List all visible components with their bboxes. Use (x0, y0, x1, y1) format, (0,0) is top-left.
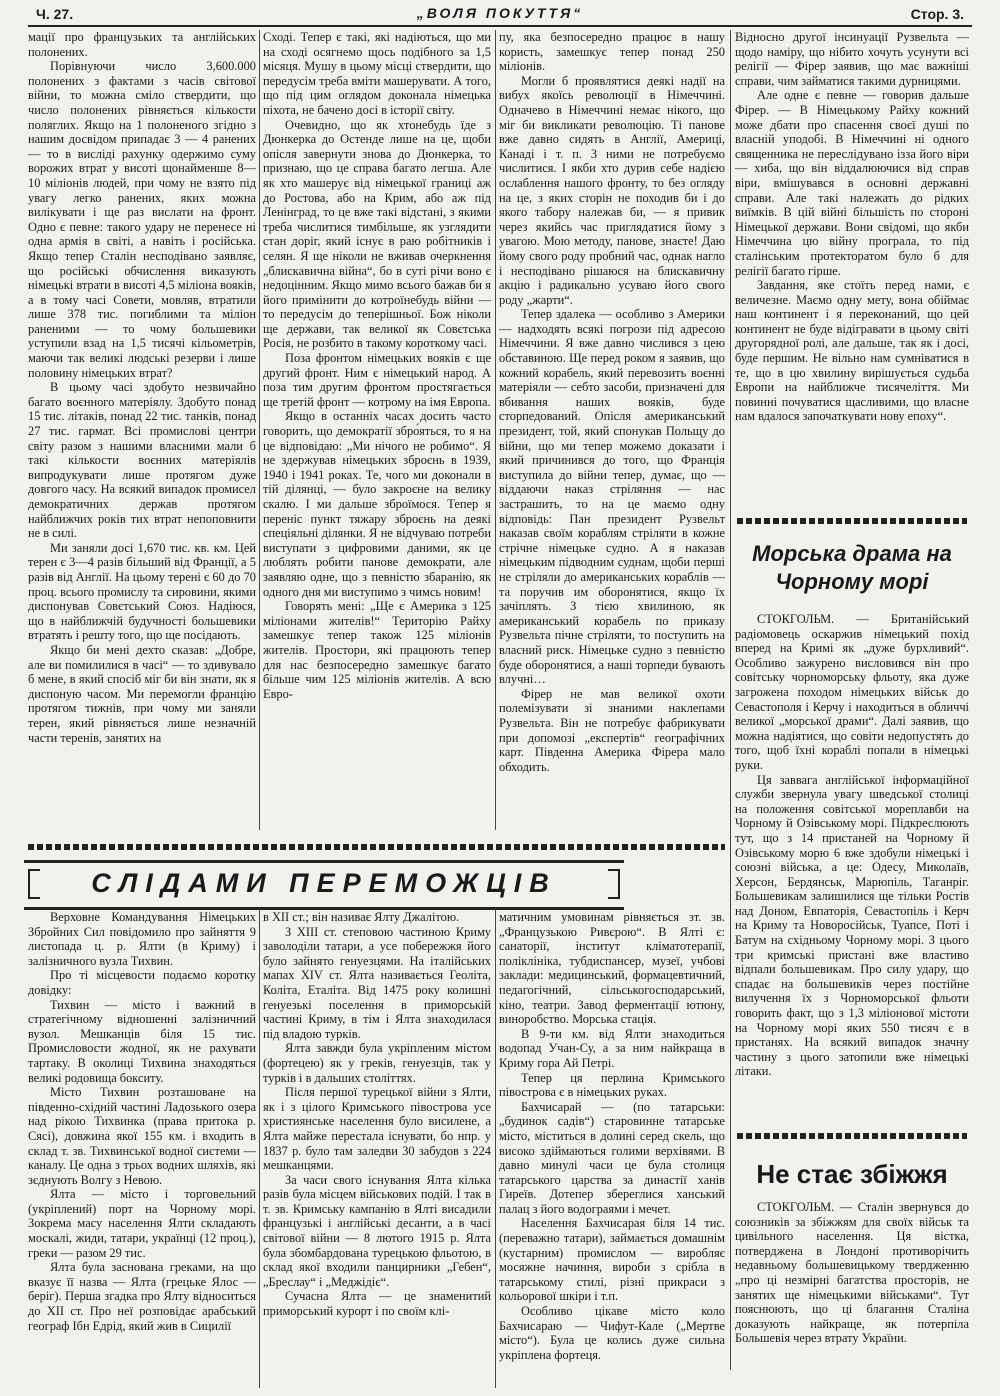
paragraph: Бахчисарай — (по татарськи: „будинок садів“) старовинне татарське місто, міститься в долині серед скель, що високо здіймаються голими верхівями. В давно минулі часи це була столиця татарського царства за династії ханів Гиреїв. Дотепер збереглися ханський палац з його водограями і мечет. (499, 1099, 725, 1216)
paragraph: Фірер не мав великої охоти полемізувати зі знаними наклепами Рузвельта. Він не потребує фабрикувати при допомозі „експертів“ географічних карт. Південна Америка Фірера мало обходить. (499, 686, 725, 774)
paragraph: Тепер ця перлина Кримського півострова є в німецьких руках. (499, 1070, 725, 1100)
speech-column-4 (735, 30, 969, 508)
speech-column-3 (499, 30, 725, 830)
paragraph: В 9-ти км. від Ялти знаходиться водопад Учан-Су, а за ним найкраща в Криму гора Ай Петрі. (499, 1026, 725, 1070)
section-separator (737, 518, 967, 524)
paragraph: Тепер здалека — особливо з Америки — надходять всякі погрози під адресою Німеччини. Я вже давно числився з цею обставиною. Ще перед роком я заявив, що кожний корабель, який перевозить воєнні матеріяли — себто засоби, призначені для вбивання наших вояків, буде сторпедований. Опісля американський президент, той, який спонукав Польщу до війни, що ми тепер можемо доказати і який причинився до того, що Франція виступила до війни тепер, думає, що — віддаючи наказ стріляння — нас застрашить, то на це маємо одну відповідь: Пан президент Рузвельт наказав своїм кораблям стріляти в кожне стрічне німецьке судно. А я наказав німецьким підводним суднам, щоби перші не стріляли до американських кораблів — та поручив им оборонятися, якщо їх зачіплять. З тією хвилиною, як американський корабель по приказу Рузвельта пічне стріляти, то поступить на власний риск. Німецьке судно з певністю буде оборонятися, а наші торпеди бувають влучні… (499, 307, 725, 687)
paragraph: Якщо в останніх часах досить часто говорить, що демократії збро́яться, то я на це відповідаю: „Ми нічого не робимо“. Я не здержував німецьких зброєнь в 1939, 1940 і 1941 роках. Те, чого ми доконали в тій ділянці, — було закроєне на велику скалю. І ми дальше зброїмося. Тепер я переніс пункт тяжару зброєнь на деякі спеціяльні ділянки. Я не відчуваю потреби виступати з цифровими даними, як це люблять робити панове демократи, але заявляю одне, що з певністю збаранію, як одного дня ми виступимо з чимсь новим! (263, 409, 491, 599)
paragraph: Але одне є певне — говорив дальше Фірер. — В Німецькому Райху кожний може дбати про спасення своєї душі по власній уподобі. В Німеччині ні одного священника не переслідувано ізза його віри — хиба, що він віддалюючися від справ віри, вмішувався в основні державні справи. Але такі належать до рідких виїмків. В цій війні більшість по стороні Німецької держави. Вони свідомі, що якби Німеччина цю війну програла, то під сталінським протекторатом було б для релігії багато гірше. (735, 88, 969, 278)
paragraph: Особливо цікаве місто коло Бахчисараю — Чифут-Кале („Мертве місто“). Була це колись дуже сильна укріплена фортеця. (499, 1304, 725, 1362)
grain-heading: Не стає збіжжя (756, 1159, 948, 1189)
section-separator (28, 844, 725, 850)
paragraph: В цьому часі здобуто незвичайно багато воєнного матеріялу. Здобуто понад 15 тис. літаків, понад 22 тис. танків, понад 27 тис. гармат. Всі промислові центри світу разом з нашими власними мали б такі кількости воєнних матеріялів випродукувати лише протягом дуже довгого часу. На всякий випадок промисел демократичних держав протягом найближчих років тих втрат непоповнити не в силі. (28, 380, 256, 541)
victors-heading: СЛІДАМИ ПЕРЕМОЖЦІВ (91, 868, 557, 898)
paragraph: пу, яка безпосередно працює в нашу користь, замешкує тепер понад 250 міліонів. (499, 30, 725, 74)
paragraph: Ми заняли досі 1,670 тис. кв. км. Цей терен є 3—4 разів більший від Франції, а 5 разів від Англії. На цьому терені є 60 до 70 проц. всього промислу та сировини, якими диспонував Совєтський Союз. Надіюся, що в найближчій будучності большевики втратять і решту того, що ще посідають. (28, 540, 256, 643)
paragraph: мації про французьких та англійських полонених. (28, 30, 256, 59)
paragraph: СТОКГОЛЬМ. — Британійський радіомовець оскаржив німецький похід вперед на Кримі як „дуже бурхливий“. Особливо зажурено висловився він про совітську чорноморську фльоту, яка дуже загрожена походом німецьких військ до Севастополя і Керчу і находиться в обличчі великої „морської драми“. Далі заявив, що можна надіятися, що совіти недопустять до того, щоб їхні кораблі попали в німецькі руки. (735, 612, 969, 772)
paragraph: З XIII ст. степовою частиною Криму заволоділи татари, а усе побережжя його було зайнято генуезцями. На італійських мапах XIV ст. Ялта називається Геоліта, Коліта, Еталіта. Від 1475 року колишні генуезькі поселення в приморській частині Криму, в тім і Ялта знаходилася під владою турків. (263, 924, 491, 1041)
paragraph: Порівнуючи число 3,600.000 полонених з фактами з часів світової війни, то можна сміло ствердити, що число полонених рівняється кількости поляглих. Якщо на 1 полоненого згідно з нашим досвідом припадає 3 — 4 ранених — то в висліді рахунку одержимо суму ворожих втрат у висоті щонайменше 8—10 міліонів людей, при чому не взято під увагу легко ранених, яких можна вилікувати і ще раз вислати на фронт. Одно є певне: такого удару не перенесе ні одна армія в світі, а навіть і російська. Якщо тепер Сталін несподівано заявляє, що російські обчислення виказують німецькі втрати в висоті 4,5 міліона вояків, а в тому часі Совети, мовляв, втратили лише 378 тис. погиблими та міліон раненими — то чому большевики уступили взад на 1,5 тисячі кільометрів, маючи так великі людські резерви і лише половину німецьких втрат? (28, 59, 256, 380)
column-divider (730, 30, 731, 1370)
paragraph: Про ті місцевости подаємо коротку довідку: (28, 968, 256, 997)
paragraph: Населення Бахчисарая біля 14 тис. (переважно татари), займається домашнім (кустарним) промислом — виробляє мосяжне начиння, вироби з срібла в татарському стилі, різні прикраси з кольорової шкіри і т.п. (499, 1216, 725, 1304)
column-divider (495, 30, 496, 830)
victors-column-3 (499, 910, 725, 1388)
paragraph: СТОКГОЛЬМ. — Сталін звернувся до союзників за збіжжям для своїх військ та цивільного населення. Ця вістка, потверджена в Лондоні противорічить недавньому большевицькому твердженню „про ці незмірні багатства просторів, не занятих ще німецькими військами“. Тут пояснюють, що ці благання Сталіна доказують найкраще, як потерпіла Большевія через втрату України. (735, 1200, 969, 1346)
paragraph: Місто Тихвин розташоване на південно-східній частині Ладозького озера над рікою Тихвинка (права притока р. Сясі), довжина якої 155 км. і входить в склад т. зв. Тихвинської водної системи — каналу. Це одна з трьох водних шляхів, які зєднують Волгу з Невою. (28, 1085, 256, 1187)
column-divider (259, 908, 260, 1388)
grain-article (735, 1200, 969, 1390)
victors-column-2 (263, 910, 491, 1388)
page-number: Стор. 3. (910, 6, 964, 22)
paragraph: Сході. Тепер є такі, які надіються, що ми на сході осягнемо щось подібного за 1,5 місяця. Мушу в цьому місці ствердити, що передусім треба вміти машерувати. А того, що під цим оглядом доконала німецька піхота, не бачено досі в історії світу. (263, 30, 491, 117)
paragraph: Відносно другої інсинуації Рузвельта — щодо наміру, що нібито хочуть усунути всі релігії — Фірер заявив, що має важніші справи, чим займатися такими дурницями. (735, 30, 969, 88)
speech-column-1 (28, 30, 256, 830)
paragraph: Верховне Командування Німецьких Збройних Сил повідомило про зайняття 9 листопада ц. р. Ялти (в Криму) і залізничного вузла Тихвин. (28, 910, 256, 968)
paragraph: Говорять мені: „Ще є Америка з 125 міліонами жителів!“ Територію Райху замешкує тепер також 125 міліонів жителів. Простори, які працюють тепер для нас безпосередно замешкує багато більше чим 125 міліонів жителів. А всю Евро- (263, 599, 491, 701)
speech-column-2 (263, 30, 491, 830)
victors-column-1 (28, 910, 256, 1388)
paragraph: Ялта завжди була укріпленим містом (фортецею) як у греків, генуезців, так у турків і в дальших століттях. (263, 1041, 491, 1085)
issue-number: Ч. 27. (36, 6, 74, 22)
paragraph: За часи свого існування Ялта кілька разів була місцем військових подій. І так в т. зв. Кримську кампанію в Ялті висадили французькі і англійські десанти, а в часі світової війни — 8 лютого 1915 р. Ялта була збомбардована турецькою фльотою, в склад якої входили панцирники „Гебен“, „Бреслау“ і „Меджідіє“. (263, 1172, 491, 1289)
column-divider (495, 908, 496, 1388)
paragraph: Ця заввага англійської інформаційної служби звернула увагу шведської столиці на положення совітської мореплавби на Чорному й Озівському морі. Підкреслюють тут, що з 14 пристаней на Чорному й Озівському морю 6 вже здобули німецькі і союзні війська, а це: Одесу, Миколаїв, Херсон, Бердянськ, Марюпіль, Таганріг. Большевикам залишилися ще тільки Ростів над Доном, Евпаторія, Севастопіль і Керч на Криму та Новоросійськ, Туапсе, Поті і Батум на східньому Чорному морі. З цього три кримські пристані вже властиво відпали большевикам. Про силу удару, що спадає на большевиків через постійне вилучення їх з Чорноморської фльоти говорить факт, що з 1,3 міліонової містоти на Чорному морі яких 550 тисяч є в пристанях. На всякий випадок значну частину з цього затопили вже німецькі літаки. (735, 772, 969, 1079)
paragraph: в XII ст.; він називає Ялту Джалітою. (263, 910, 460, 924)
newspaper-title: „ВОЛЯ ПОКУТТЯ“ (416, 5, 584, 21)
paragraph: Ялта — місто і торговельний (укріплений) порт на Чорному морі. Зокрема масу населення Ялти складають москалі, жиди, татари, українці (12 проц.), греки — разом 29 тис. (28, 1187, 256, 1260)
paragraph: Очевидно, що як хтонебудь їде з Дюнкерка до Остенде лише на це, щоби опісля завернути знова до Дюнкерка, то признаю, що це справа багато легша. Але як хто машерує від німецької границі аж до Ростова, або на Крим, або аж під Ленінград, то це вже такі відстані, з якими треба числитися тимбільше, як узглядити стан доріг, який існує в раю робітників і селян. Я ще ніколи не вживав очеркнення „блискавична війна“, бо в суті річи воно є недоцінним. Якщо мимо всього бажав би я його примінити до котроїнебудь війни — то передусім до теперішньої. Бож ніколи ще держави, так великої як Совєтська Росія, не розбито в такому короткому часі. (263, 117, 491, 351)
paragraph: матичним умовинам рівняється зт. зв. „Французькою Ривєрою“. В Ялті є: санаторії, інститут кліматотерапії, поліклініка, тубдиспансер, музеї, учбові заклади: медицинський, формацевтичний, педагогічний, сільськогосподарський, кіно, театри. Завод ферментації ютюну, виноробство. Морська стація. (499, 910, 725, 1027)
paragraph: Після першої турецької війни з Ялти, як і з цілого Кримського півострова усе християнське населення було висилене, а Ялта майже перестала існувати, бо нпр. у 1837 р. було там заледви 30 забудов з 224 мешканцями. (263, 1085, 491, 1173)
column-divider (259, 30, 260, 830)
paragraph: Сучасна Ялта — це знаменитий приморський курорт і по своїм клі- (263, 1289, 491, 1319)
drama-heading: Морська драма на Чорному морі (752, 541, 952, 594)
page-header (36, 4, 964, 26)
paragraph: Поза фронтом німецьких вояків є ще другий фронт. Ним є німецький народ. А поза тим другим фронтом простягається ще третій фронт — котрому на імя Европа. (263, 351, 491, 409)
drama-article (735, 612, 969, 1122)
paragraph: Завдання, яке стоїть перед нами, є величезне. Маємо одну мету, вона обіймає наш континент і я переконаний, що цей континент не буде відігравати в цьому світі другорядної ролі, але дальше, так як і досі, буде першим. Не вільно нам сумніватися в те, що в цю хвилину вирішується судьба Европи на найближче тисячеліття. Ми повинні почуватися щасливими, що власне нам вдалося започаткувати нову епоху“. (735, 278, 969, 424)
header-rule (28, 25, 972, 27)
section-separator (737, 1133, 967, 1139)
paragraph: Ялта була заснована греками, на що вказує її назва — Ялта (грецьке Ялос — беріг). Перша згадка про Ялту відноситься до XII ст. Про неї розповідає арабський географ Ібн Едрід, який жив в Сицилії (28, 1260, 256, 1333)
paragraph: Якщо би мені дехто сказав: „Добре, але ви помилилися в часі“ — то здивувало б мене, в який спосіб міг би він знати, як я диспоную часом. Ми перемогли францію протягом тижнів, при чому ми заняли терен, який рівняється лише незначній части теренів, занятих на (28, 642, 256, 745)
paragraph: Тихвин — місто і важний в стратегічному відношенні залізничний вузол. Мешканців біля 15 тис. Промисловости жодної, як не рахувати тартаку. В околиці Тихвина знаходяться великі родовища бокситу. (28, 997, 256, 1085)
paragraph: Могли б проявлятися деякі надії на вибух якоїсь революції в Німеччині. Одначево в Німеччині немає нікого, що міг би викликати революцію. Ті панове вже давно сидять в Англії, Америці, Канаді і т. п. З ними не потребуємо числитися. І якби хто дурив себе надією ослаблення нашого фронту, то без огляду на це, з яких сторін не походив би і до якого табору належав би, — я привик через якийсь час приглядатися йому з увагою. Мою методу, панове, знаєте! Даю йому свого роду пробний час, однак нагло і несподівано рішаюся на блискавичну акцію і радикально усуваю його свого роду „жарти“. (499, 73, 725, 307)
